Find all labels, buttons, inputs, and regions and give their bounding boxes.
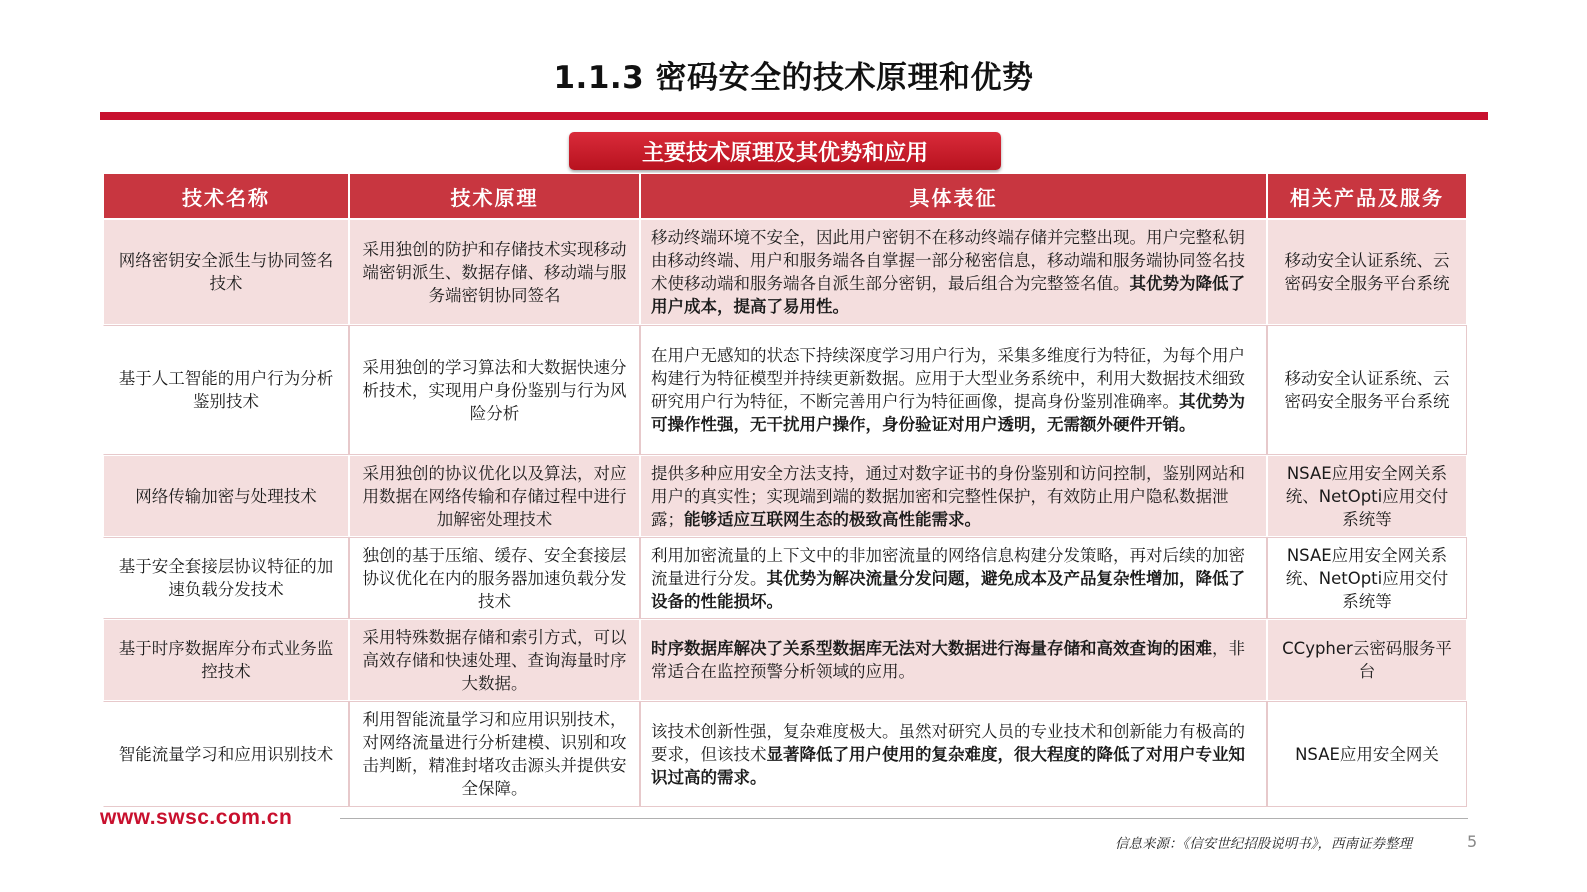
table-row [103, 619, 1467, 701]
desc-text: 该技术创新性强，复杂难度极大。虽然对研究人员的专业技术和创新能力有极高的要求，但该技术 [651, 721, 1245, 764]
cell-products: NSAE应用安全网关系统、NetOpti应用交付系统等 [1267, 455, 1467, 537]
header-tech-name: 技术名称 [103, 173, 349, 219]
title-underline [100, 112, 1488, 120]
cell-tech-name: 基于人工智能的用户行为分析鉴别技术 [103, 325, 349, 455]
table-row [103, 325, 1467, 455]
cell-tech-name: 智能流量学习和应用识别技术 [103, 701, 349, 807]
source-note: 信息来源：《信安世纪招股说明书》，西南证券整理 [1115, 836, 1412, 852]
cell-tech-name: 基于时序数据库分布式业务监控技术 [103, 619, 349, 701]
table-row [103, 219, 1467, 325]
cell-principle: 独创的基于压缩、缓存、安全套接层协议优化在内的服务器加速负载分发技术 [349, 537, 640, 619]
cell-tech-name: 网络密钥安全派生与协同签名技术 [103, 219, 349, 325]
section-banner-label: 主要技术原理及其优势和应用 [641, 140, 928, 166]
header-principle: 技术原理 [349, 173, 640, 219]
desc-highlight: 时序数据库解决了关系型数据库无法对大数据进行海量存储和高效查询的困难 [651, 639, 1212, 658]
header-products: 相关产品及服务 [1267, 173, 1467, 219]
desc-highlight: 其优势为可操作性强，无干扰用户操作，身份验证对用户透明，无需额外硬件开销。 [651, 392, 1245, 434]
cell-products: 移动安全认证系统、云密码安全服务平台系统 [1267, 219, 1467, 325]
cell-products: CCypher云密码服务平台 [1267, 619, 1467, 701]
desc-highlight: 其优势为降低了用户成本，提高了易用性。 [651, 274, 1245, 316]
section-banner [569, 132, 1001, 170]
desc-highlight: 显著降低了用户使用的复杂难度，很大程度的降低了对用户专业知识过高的需求。 [651, 744, 1245, 787]
page-title: 1.1.3 密码安全的技术原理和优势 [553, 60, 1034, 96]
cell-products: NSAE应用安全网关 [1267, 701, 1467, 807]
tech-table [103, 173, 1467, 807]
cell-description [640, 325, 1267, 455]
cell-tech-name: 基于安全套接层协议特征的加速负载分发技术 [103, 537, 349, 619]
cell-principle: 采用独创的协议优化以及算法，对应用数据在网络传输和存储过程中进行加解密处理技术 [349, 455, 640, 537]
table-row [103, 537, 1467, 619]
cell-description [640, 455, 1267, 537]
desc-highlight: 其优势为解决流量分发问题，避免成本及产品复杂性增加，降低了设备的性能损坏。 [651, 568, 1245, 611]
header-description: 具体表征 [640, 173, 1267, 219]
cell-principle: 采用特殊数据存储和索引方式，可以高效存储和快速处理、查询海量时序大数据。 [349, 619, 640, 701]
table-row [103, 455, 1467, 537]
cell-description [640, 537, 1267, 619]
cell-description [640, 701, 1267, 807]
desc-text: 移动终端环境不安全，因此用户密钥不在移动终端存储并完整出现。用户完整私钥由移动终端、用户和服务端各自掌握一部分秘密信息，移动端和服务端协同签名技术使移动端和服务端各自派生部分密钥，最后组合为完整签名值。 [651, 228, 1245, 293]
table-header-row [103, 173, 1467, 219]
cell-principle: 采用独创的学习算法和大数据快速分析技术，实现用户身份鉴别与行为风险分析 [349, 325, 640, 455]
desc-text: 提供多种应用安全方法支持，通过对数字证书的身份鉴别和访问控制，鉴别网站和用户的真实性；实现端到端的数据加密和完整性保护，有效防止用户隐私数据泄露； [651, 463, 1245, 529]
desc-text: 利用加密流量的上下文中的非加密流量的网络信息构建分发策略，再对后续的加密流量进行分发。 [651, 545, 1245, 588]
cell-tech-name: 网络传输加密与处理技术 [103, 455, 349, 537]
desc-highlight: 能够适应互联网生态的极致高性能需求。 [684, 509, 981, 529]
cell-products: 移动安全认证系统、云密码安全服务平台系统 [1267, 325, 1467, 455]
desc-text: 在用户无感知的状态下持续深度学习用户行为，采集多维度行为特征，为每个用户构建行为特征模型并持续更新数据。应用于大型业务系统中，利用大数据技术细致研究用户行为特征，不断完善用户行为特征画像，提高身份鉴别准确率。 [651, 346, 1245, 411]
cell-principle: 采用独创的防护和存储技术实现移动端密钥派生、数据存储、移动端与服务端密钥协同签名 [349, 219, 640, 325]
desc-tail: ，非常适合在监控预警分析领域的应用。 [651, 639, 1245, 681]
table-row [103, 701, 1467, 807]
cell-description [640, 219, 1267, 325]
cell-description [640, 619, 1267, 701]
footer-website-link[interactable]: www.swsc.com.cn [100, 806, 293, 829]
cell-products: NSAE应用安全网关系统、NetOpti应用交付系统等 [1267, 537, 1467, 619]
footer-divider [340, 818, 1468, 819]
page-number: 5 [1467, 832, 1478, 851]
cell-principle: 利用智能流量学习和应用识别技术，对网络流量进行分析建模、识别和攻击判断，精准封堵攻击源头并提供安全保障。 [349, 701, 640, 807]
